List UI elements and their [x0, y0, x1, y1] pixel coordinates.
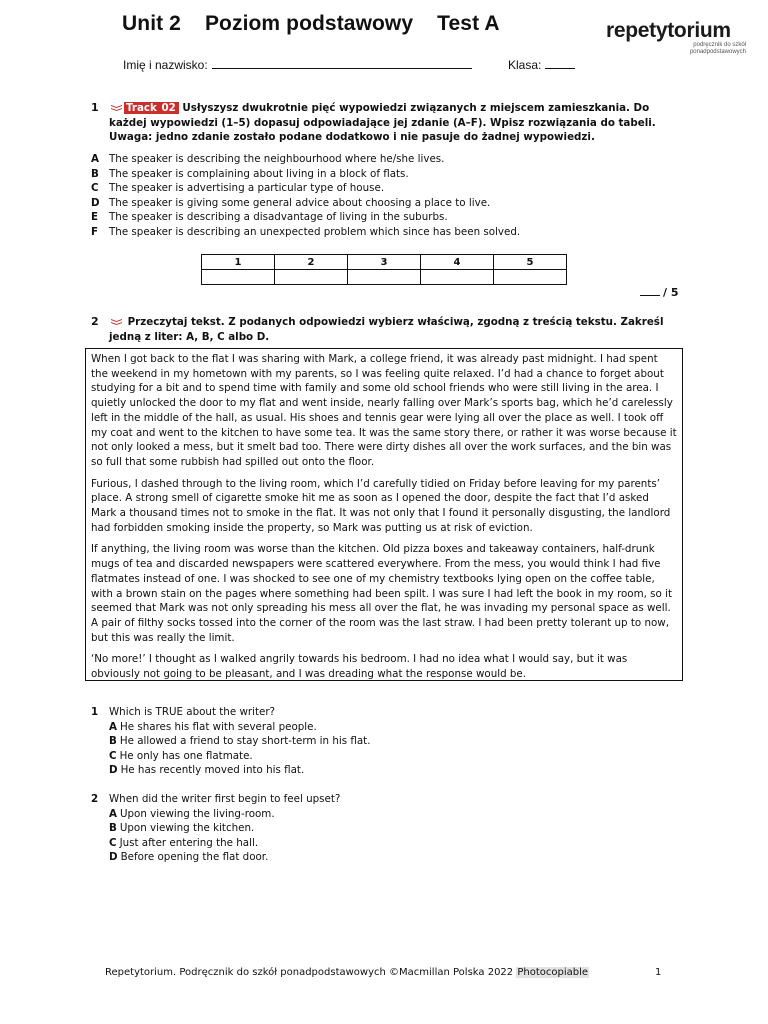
answer-table: [201, 254, 567, 285]
answer-cell[interactable]: [348, 270, 421, 285]
exercise-2-instruction-text: Przeczytaj tekst. Z podanych odpowiedzi wybierz właściwą, zgodną z treścią tekstu. Zakreśl jedną z liter: A, B, C albo D.: [109, 316, 664, 343]
answer-option[interactable]: B He allowed a friend to stay short-term in his flat.: [109, 735, 371, 748]
page-number: 1: [655, 967, 662, 978]
class-field: [508, 58, 575, 72]
track-label: Track 02: [124, 102, 179, 114]
level-label: Poziom podstawowy: [204, 12, 414, 35]
class-line[interactable]: [545, 58, 575, 69]
page-title: [122, 12, 524, 36]
table-header-cell: 1: [202, 255, 275, 270]
passage-paragraph: If anything, the living room was worse than the kitchen. Old pizza boxes and takeaway containers, half-drunk mugs of tea and discarded newspapers were scattered everywhere. From the mess, you would think I had five flatmates instead of one. I was shocked to see one of my chemistry textbooks lying open on the coffee table, with a brown stain on the pages where something had been spilt. I was sure I had left the book in my room, so it seemed that Mark was not only spreading his mess all over the flat, he was invading my personal space as well. A pair of filthy socks tossed into the corner of the room was the last straw. I had been pretty tolerant up to now, but this was really the limit.: [91, 543, 673, 644]
footer: [105, 967, 589, 978]
name-line[interactable]: [212, 58, 472, 69]
reading-passage: [85, 348, 683, 681]
footer-text: Repetytorium. Podręcznik do szkół ponadpodstawowych ©Macmillan Polska 2022: [105, 967, 514, 978]
logo-sub-text-2: ponadpodstawowych: [689, 49, 746, 55]
name-label: Imię i nazwisko:: [123, 58, 208, 72]
table-header-cell: 4: [421, 255, 494, 270]
test-label: Test A: [437, 12, 500, 35]
listening-book-icon: [111, 103, 122, 112]
answer-option[interactable]: A Upon viewing the living-room.: [109, 807, 275, 820]
score-line[interactable]: [640, 295, 660, 296]
exercise-1-instruction: [109, 101, 679, 145]
exercise-2-instruction: [109, 315, 689, 344]
list-item: E The speaker is describing a disadvantage of living in the suburbs.: [91, 211, 448, 224]
exercise-1-instruction-text: Usłyszysz dwukrotnie pięć wypowiedzi związanych z miejscem zamieszkania. Do każdej wypowiedzi (1–5) dopasuj odpowiadające jej zdanie (A–F). Wpisz rozwiązania do tabeli. Uwaga: jedno zdanie zostało podane dodatkowo i nie pasuje do żadnej wypowiedzi.: [109, 102, 656, 144]
question-1: [91, 705, 691, 778]
list-item: F The speaker is describing an unexpected problem which since has been solved.: [91, 225, 521, 238]
reading-book-icon: [111, 317, 122, 326]
table-header-cell: 2: [275, 255, 348, 270]
passage-paragraph: When I got back to the flat I was sharing with Mark, a college friend, it was already past midnight. I had spent the weekend in my hometown with my parents, so I was feeling quite relaxed. I’d had a chance to forget about studying for a bit and to spend time with family and some old school friends who were still living in the area. I quietly unlocked the door to my flat and went inside, nearly falling over Mark’s sports bag, which he’d carelessly left in the middle of the hall, as usual. His shoes and tennis gear were lying all over the place as well. I took off my coat and went to the kitchen to have some tea. It was the same story there, or rather it was worse because it not only looked a mess, but it smelt bad too. There were dirty dishes all over the work surfaces, and the bin was so full that some rubbish had spilled out onto the floor.: [91, 353, 677, 468]
list-item: D The speaker is giving some general advice about choosing a place to live.: [91, 196, 491, 209]
list-item: B The speaker is complaining about living in a block of flats.: [91, 167, 409, 180]
table-header-cell: 3: [348, 255, 421, 270]
class-label: Klasa:: [508, 58, 542, 72]
answer-option[interactable]: D Before opening the flat door.: [109, 851, 269, 864]
exercise-2-number: 2: [91, 315, 99, 328]
question-stem: 1 Which is TRUE about the writer?: [91, 706, 276, 718]
answer-option[interactable]: D He has recently moved into his flat.: [109, 764, 305, 777]
table-answer-row: [202, 270, 567, 285]
track-number: 02: [161, 102, 176, 114]
unit-label: Unit 2: [122, 12, 181, 35]
publisher-logo: [606, 20, 748, 56]
exercise-1-options: [91, 152, 691, 240]
exercise-1-number: 1: [91, 101, 99, 114]
answer-option[interactable]: C Just after entering the hall.: [109, 836, 259, 849]
answer-option[interactable]: B Upon viewing the kitchen.: [109, 822, 255, 835]
answer-option[interactable]: C He only has one flatmate.: [109, 749, 253, 762]
answer-cell[interactable]: [494, 270, 567, 285]
passage-paragraph: ‘No more!’ I thought as I walked angrily towards his bedroom. I had no idea what I would say, but it was obviously not going to be pleasant, and I was dreading what the response would be.: [91, 653, 628, 681]
question-stem: 2 When did the writer first begin to feel upset?: [91, 792, 341, 805]
table-header-cell: 5: [494, 255, 567, 270]
photocopiable-label: Photocopiable: [517, 967, 589, 978]
answer-cell[interactable]: [275, 270, 348, 285]
logo-sub-text-1: podręcznik do szkół: [693, 42, 746, 48]
answer-cell[interactable]: [421, 270, 494, 285]
question-2: [91, 792, 691, 865]
questions: [91, 705, 691, 879]
passage-paragraph: Furious, I dashed through to the living room, which I’d carefully tidied on Friday before leaving for my parents’ place. A strong smell of cigarette smoke hit me as soon as I opened the door, despite the fact that I’d asked Mark a thousand times not to smoke in the flat. It was not only that I found it personally disgusting, the landlord had forbidden smoking inside the property, so Mark was putting us at risk of eviction.: [91, 477, 671, 534]
exercise-1-score: / 5: [640, 286, 679, 299]
name-field: [123, 58, 472, 72]
logo-main-text: repetytorium: [606, 19, 731, 42]
answer-option[interactable]: A He shares his flat with several people.: [109, 720, 317, 733]
table-header-row: [202, 255, 567, 270]
answer-cell[interactable]: [202, 270, 275, 285]
list-item: A The speaker is describing the neighbourhood where he/she lives.: [91, 153, 445, 165]
list-item: C The speaker is advertising a particular type of house.: [91, 182, 385, 195]
